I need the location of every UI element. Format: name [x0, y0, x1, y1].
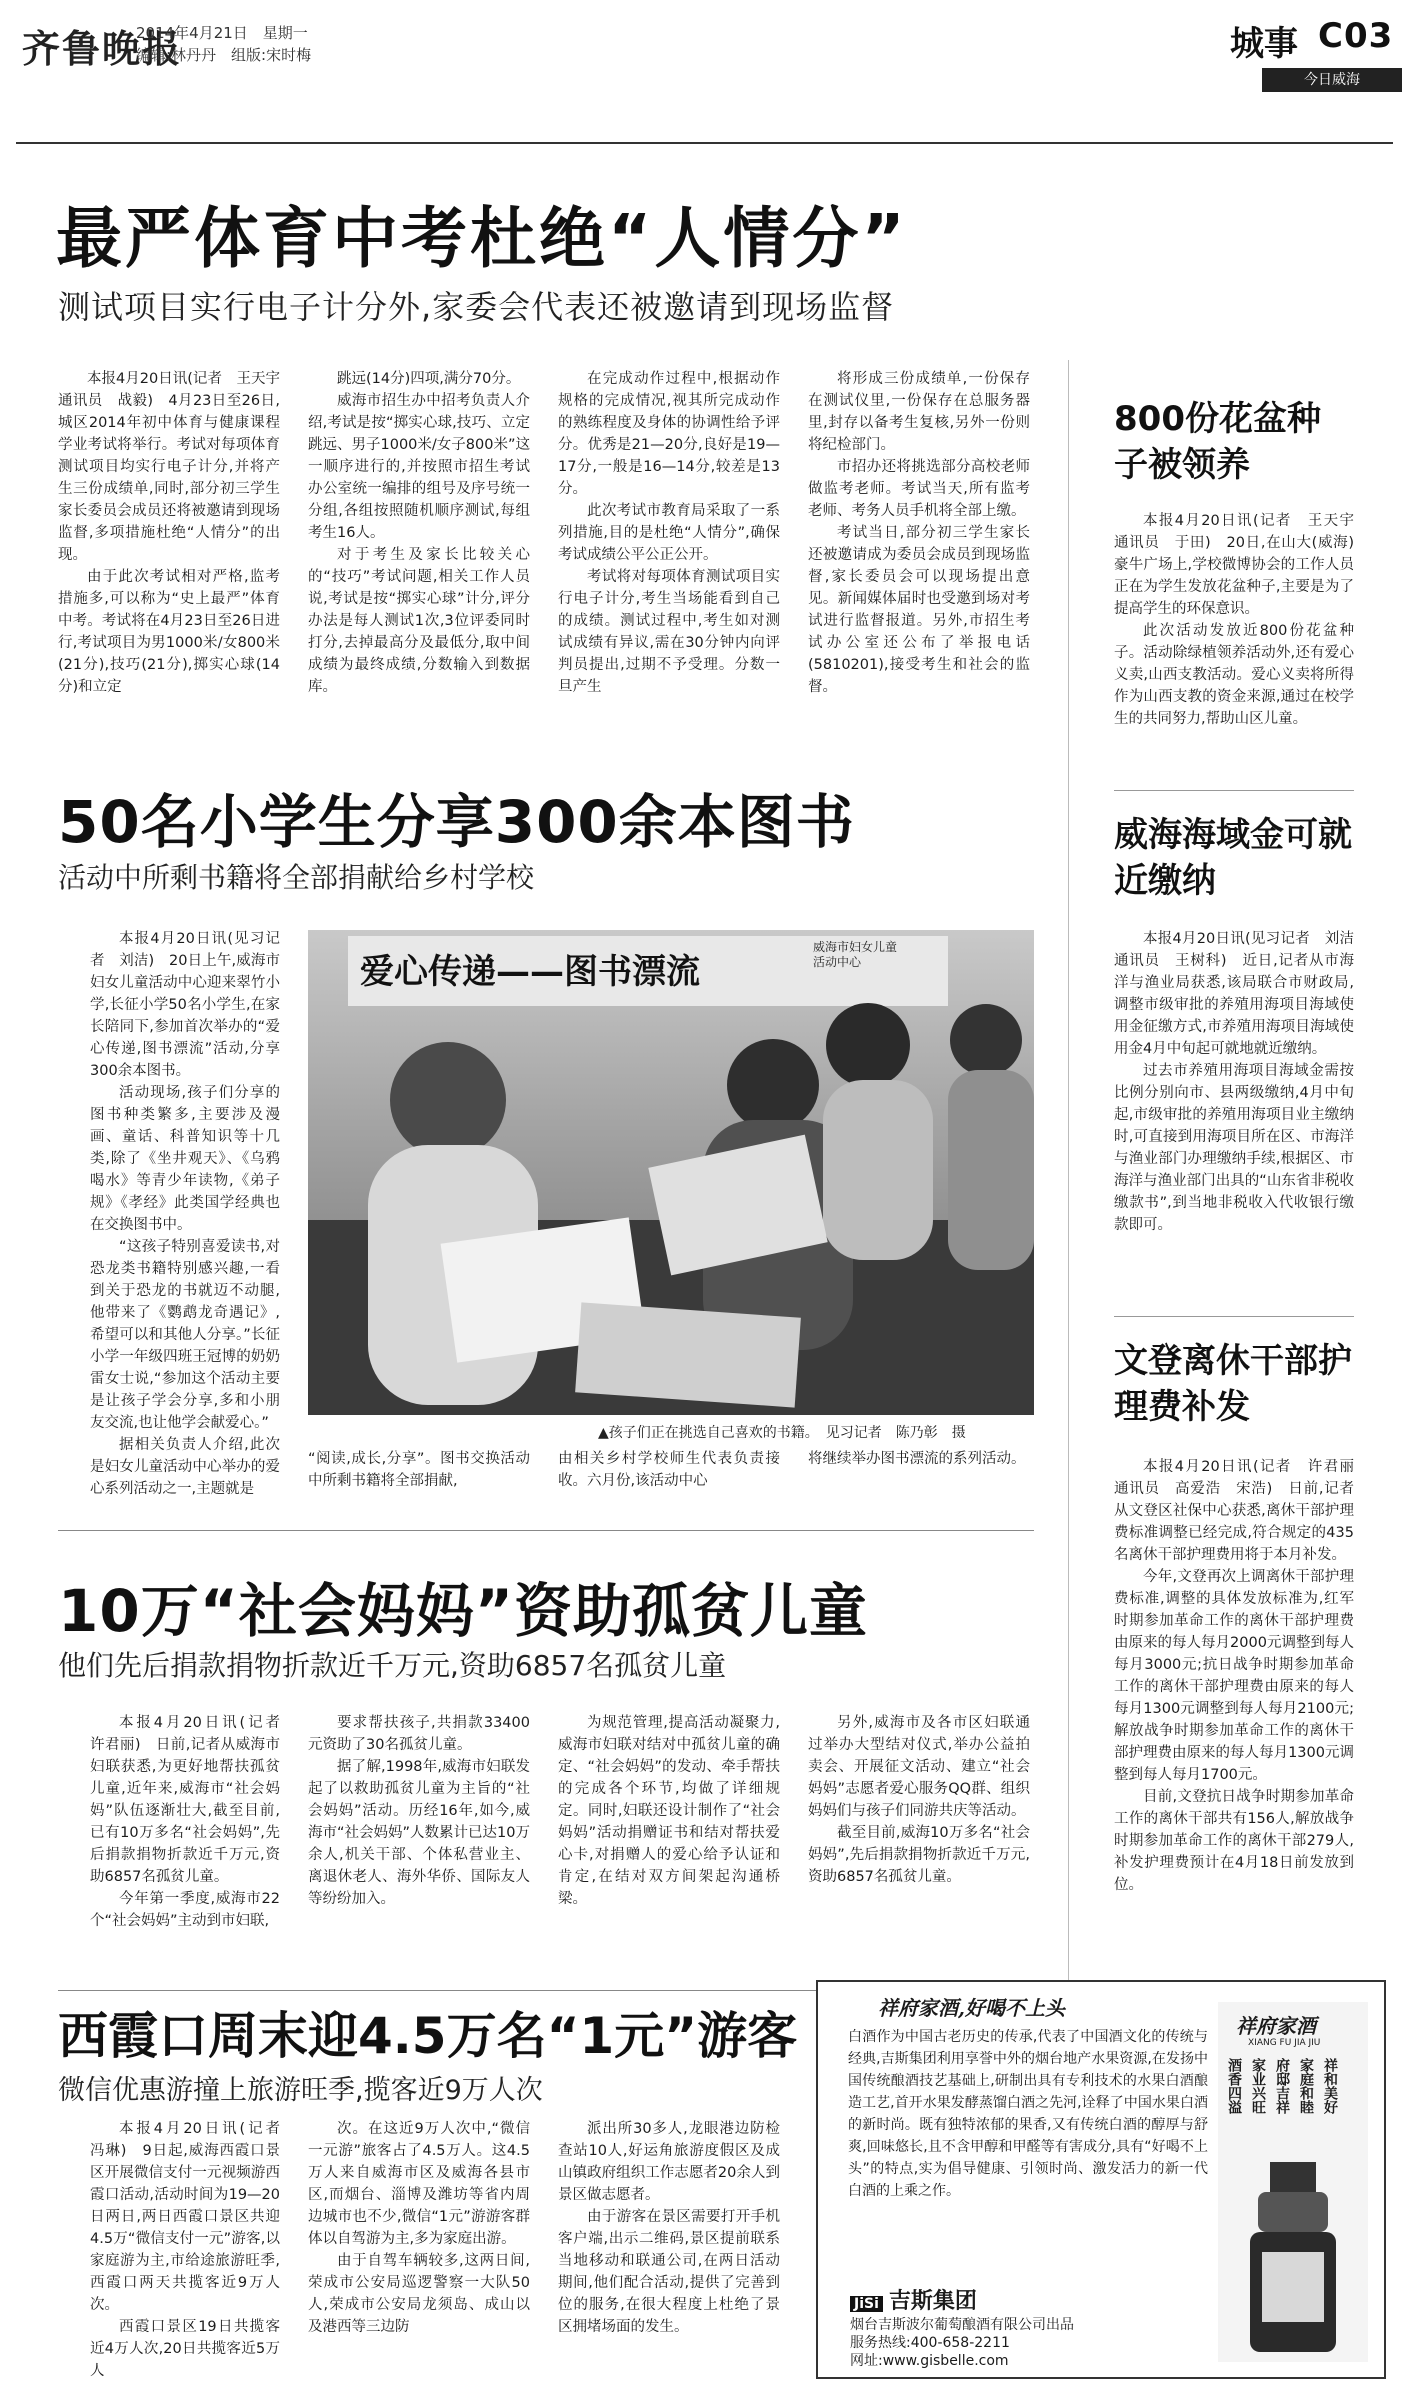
paragraph: 活动现场,孩子们分享的图书种类繁多,主要涉及漫画、童话、科普知识等十几类,除了《坐井观天》、《乌鸦喝水》等青少年读物,《弟子规》《孝经》此类国学经典也在交换图书中。 [90, 1085, 280, 1233]
paragraph: 西霞口景区19日共揽客近4万人次,20日共揽客近5万人 [90, 2319, 280, 2379]
ad-brand [850, 2284, 977, 2315]
paragraph: 市招办还将挑选部分高校老师做监考老师。考试当天,所有监考老师、考务人员手机将全部上缴。 [808, 459, 1030, 519]
ad-vertical-line: 家业兴旺 [1250, 2058, 1266, 2114]
paragraph: 本报4月20日讯(见习记者 刘洁 通讯员 王树科) 近日,记者从市海洋与渔业局获悉,该局联合市财政局,调整市级审批的养殖用海项目海域使用金征缴方式,市养殖用海项目海域使用金4月中旬起可就地就近缴纳。 [1114, 931, 1369, 1057]
paragraph: 要求帮扶孩子,共捐款33400元资助了30名孤贫儿童。 [308, 1715, 530, 1753]
article4-column-3 [558, 2118, 780, 2373]
article4-subtitle: 微信优惠游撞上旅游旺季,揽客近9万人次 [58, 2075, 543, 2106]
section-name: 城事 [1230, 24, 1298, 64]
ad-vertical-text [1224, 2058, 1340, 2114]
date-line: 2014年4月21日 星期一 [136, 24, 308, 42]
side2-title: 威海海域金可就近缴纳 [1114, 815, 1352, 901]
side3-body [1114, 1456, 1369, 2036]
ad-vertical-line: 府邸吉祥 [1274, 2058, 1290, 2114]
article2-column-1 [90, 928, 280, 1508]
paragraph: 截至目前,威海10万多名“社会妈妈”,先后捐款捐物折款近千万元,资助6857名孤贫儿童。 [808, 1825, 1030, 1885]
article3-column-1 [90, 1712, 295, 1972]
paragraph: 此次活动发放近800份花盆种子。活动除绿植领养活动外,还有爱心义卖,山西支教活动。爱心义卖将所得作为山西支教的资金来源,通过在校学生的共同努力,帮助山区儿童。 [1114, 623, 1354, 727]
article2-bottom-3: 将继续举办图书漂流的系列活动。 [808, 1451, 1026, 1467]
article3-subtitle: 他们先后捐款捐物折款近千万元,资助6857名孤贫儿童 [58, 1649, 727, 1682]
subsection-label: 今日威海 [1262, 68, 1402, 92]
ad-brand-name: 吉斯集团 [888, 2289, 977, 2314]
ad-phone: 服务热线:400-658-2211 [850, 2335, 1010, 2351]
paragraph: 次。在这近9万人次中,“微信一元游”旅客占了4.5万人。这4.5万人来自威海市区及威海各县市区,而烟台、淄博及潍坊等省内周边城市也不少,微信“1元”游游客群体以自驾游为主,多为家庭出游。 [308, 2121, 530, 2247]
paragraph: 今年第一季度,威海市22个“社会妈妈”主动到市妇联, [90, 1891, 280, 1929]
article4-top-rule [58, 1990, 818, 1991]
article3-column-2 [308, 1712, 530, 1972]
article3-title: 10万“社会妈妈”资助孤贫儿童 [58, 1577, 868, 1645]
article1-column-3 [558, 368, 780, 708]
right-column-divider [1068, 360, 1069, 2060]
article2-subtitle: 活动中所剩书籍将全部捐献给乡村学校 [58, 861, 535, 894]
editor-line: 编辑:林丹丹 组版:宋时梅 [136, 46, 312, 64]
liquor-advertisement [816, 1980, 1386, 2379]
article1-title: 最严体育中考杜绝“人情分” [56, 200, 908, 277]
paragraph: 由于自驾车辆较多,这两日间,荣成市公安局巡逻警察一大队50人,荣成市公安局龙须岛、成山以及港西等三边防 [308, 2253, 530, 2335]
page-number: C03 [1318, 16, 1394, 56]
article3-column-4 [808, 1712, 1030, 1972]
ad-company: 烟台吉斯波尔葡萄酿酒有限公司出品 [850, 2317, 1074, 2333]
children-reading-photo [308, 930, 1034, 1415]
ad-url: 网址:www.gisbelle.com [850, 2353, 1009, 2369]
article2-bottom-1: “阅读,成长,分享”。图书交换活动中所剩书籍将全部捐献, [308, 1451, 530, 1489]
paragraph: 过去市养殖用海项目海域金需按比例分别向市、县两级缴纳,4月中旬起,市级审批的养殖用海项目业主缴纳时,可直接到用海项目所在区、市海洋与渔业部门办理缴纳手续,根据区、市海洋与渔业部门出具的“山东省非税收缴款书”,到当地非税收入代收银行缴款即可。 [1114, 1063, 1354, 1233]
paragraph: 本报4月20日讯(记者 许君丽) 日前,记者从威海市妇联获悉,为更好地帮扶孤贫儿童,近年来,威海市“社会妈妈”队伍逐渐壮大,截至目前,已有10万多名“社会妈妈”,先后捐款捐物折款近千万元,资助6857名孤贫儿童。 [90, 1715, 295, 1885]
liquor-bottle-icon [1248, 2162, 1338, 2357]
article4-title: 西霞口周末迎4.5万名“1元”游客 [58, 2007, 798, 2065]
paragraph: 本报4月20日讯(记者 冯琳) 9日起,威海西霞口景区开展微信支付一元视频游西霞口活动,活动时间为19—20日两日,两日西霞口景区共迎4.5万“微信支付一元”游客,以家庭游为主,市给途旅游旺季,西霞口两天共揽客近9万人次。 [90, 2121, 295, 2313]
article4-column-1 [90, 2118, 295, 2379]
ad-label-title: 祥府家酒 [1236, 2014, 1316, 2038]
article1-column-1 [58, 368, 295, 708]
ad-vertical-line: 祥和美好 [1322, 2058, 1338, 2114]
article1-subtitle: 测试项目实行电子计分外,家委会代表还被邀请到现场监督 [58, 288, 895, 326]
article1-column-4 [808, 368, 1030, 708]
side1-body [1114, 510, 1369, 780]
paragraph: 目前,文登抗日战争时期参加革命工作的离休干部共有156人,解放战争时期参加革命工作的离休干部279人,补发护理费预计在4月18日前发放到位。 [1114, 1789, 1354, 1893]
ad-bottle-panel [1218, 2002, 1368, 2362]
paragraph: 对于考生及家长比较关心的“技巧”考试问题,相关工作人员说,考试是按“掷实心球”计分,评分办法是每人测试1次,3位评委同时打分,去掉最高分及最低分,取中间成绩为最终成绩,分数输入到数据库。 [308, 547, 530, 695]
paragraph: “这孩子特别喜爱读书,对恐龙类书籍特别感兴趣,一看到关于恐龙的书就迈不动腿,他带来了《鹦鹉龙奇遇记》,希望可以和其他人分享。”长征小学一年级四班王冠博的奶奶雷女士说,“参加这个活动主要是让孩子学会分享,多和小朋友交流,也让他学会献爱心。” [90, 1239, 280, 1431]
paragraph: 本报4月20日讯(记者 王天宇 通讯员 战毅) 4月23日至26日,城区2014年初中体育与健康课程学业考试将举行。考试对每项体育测试项目均实行电子计分,并将产生三份成绩单,同时,部分初三学生家长委员会成员还将被邀请到现场监督,多项措施杜绝“人情分”的出现。 [58, 371, 295, 563]
newspaper-logo: 齐鲁晚报 [22, 26, 183, 71]
side-divider [1114, 790, 1354, 791]
ad-vertical-line: 家庭和睦 [1298, 2058, 1314, 2114]
photo-banner-text: 爱心传递——图书漂流 [360, 952, 700, 992]
paragraph: 由于此次考试相对严格,监考措施多,可以称为“史上最严”体育中考。考试将在4月23日至26日进行,考试项目为男1000米/女800米(21分),技巧(21分),掷实心球(14分)和立定 [58, 569, 280, 695]
ad-slogan: 祥府家酒,好喝不上头 [878, 1996, 1065, 2020]
paragraph: 据相关负责人介绍,此次是妇女儿童活动中心举办的爱心系列活动之一,主题就是 [90, 1437, 280, 1497]
paragraph: 本报4月20日讯(见习记者 刘洁) 20日上午,威海市妇女儿童活动中心迎来翠竹小学,长征小学50名小学生,在家长陪同下,参加首次举办的“爱心传递,图书漂流”活动,分享300余本图书。 [90, 931, 280, 1079]
masthead [0, 0, 1409, 100]
side2-body [1114, 928, 1369, 1308]
side1-title: 800份花盆种子被领养 [1114, 399, 1321, 485]
paragraph: 另外,威海市及各市区妇联通过举办大型结对仪式,举办公益拍卖会、开展征文活动、建立“社会妈妈”志愿者爱心服务QQ群、组织妈妈们与孩子们同游共庆等活动。 [808, 1715, 1030, 1819]
paragraph: 此次考试市教育局采取了一系列措施,目的是杜绝“人情分”,确保考试成绩公平公正公开。 [558, 503, 780, 563]
paragraph: 据了解,1998年,威海市妇联发起了以救助孤贫儿童为主旨的“社会妈妈”活动。历经16年,如今,威海市“社会妈妈”人数累计已达10万余人,机关干部、个体私营业主、离退休老人、海外华侨、国际友人等纷纷加入。 [308, 1759, 530, 1907]
ad-body: 白酒作为中国古老历史的传承,代表了中国酒文化的传统与经典,吉斯集团利用享誉中外的烟台地产水果资源,在发扬中国传统酿酒技艺基础上,研制出具有专利技术的水果白酒酿造工艺,首开水果发酵蒸馏白酒之先河,诠释了中国水果白酒的新时尚。既有独特浓郁的果香,又有传统白酒的醇厚与舒爽,回味悠长,且不含甲醇和甲醛等有害成分,具有“好喝不上头”的特点,实为倡导健康、引领时尚、激发活力的新一代白酒的上乘之作。 [848, 2029, 1208, 2199]
paragraph: 将形成三份成绩单,一份保存在测试仪里,一份保存在总服务器里,封存以备考生复核,另外一份则将纪检部门。 [808, 371, 1030, 453]
paragraph: 威海市招生办中招考负责人介绍,考试是按“掷实心球,技巧、立定跳远、男子1000米/女子800米”这一顺序进行的,并按照市招生考试办公室统一编排的组号及序号统一分组,各组按照随机顺序测试,每组考生16人。 [308, 393, 530, 541]
article3-column-3: 为规范管理,提高活动凝聚力,威海市妇联对结对中孤贫儿童的确定、“社会妈妈”的发动、牵手帮扶的完成各个环节,均做了详细规定。同时,妇联还设计制作了“社会妈妈”活动捐赠证书和结对帮扶爱心卡,对捐赠人的爱心给予认证和肯定,在结对双方间架起沟通桥梁。 [558, 1715, 780, 1907]
ad-label-pinyin: XIANG FU JIA JIU [1248, 2038, 1321, 2048]
paragraph: 在完成动作过程中,根据动作规格的完成情况,视其所完成动作的熟练程度及身体的协调性给予评分。优秀是21—20分,良好是19—17分,一般是16—14分,较差是13分。 [558, 371, 780, 497]
top-rule [16, 142, 1393, 144]
ad-brand-icon: JiSi [850, 2296, 883, 2312]
article1-column-2 [308, 368, 530, 708]
ad-vertical-line: 酒香四溢 [1226, 2058, 1242, 2114]
side3-title: 文登离休干部护理费补发 [1114, 1341, 1352, 1427]
paragraph: 跳远(14分)四项,满分70分。 [337, 371, 521, 387]
side-divider-2 [1114, 1316, 1354, 1317]
paragraph: 派出所30多人,龙眼港边防检查站10人,好运角旅游度假区及成山镇政府组织工作志愿者20余人到景区做志愿者。 [558, 2121, 780, 2203]
article4-column-2 [308, 2118, 530, 2373]
article3-top-rule [58, 1530, 1034, 1531]
photo-caption: ▲孩子们正在挑选自己喜欢的书籍。 见习记者 陈乃彰 摄 [598, 1425, 966, 1441]
paragraph: 本报4月20日讯(记者 王天宇 通讯员 于田) 20日,在山大(威海)豪牛广场上,学校微博协会的工作人员正在为学生发放花盆种子,主要是为了提高学生的环保意识。 [1114, 513, 1369, 617]
paragraph: 今年,文登再次上调离休干部护理费标准,调整的具体发放标准为,红军时期参加革命工作的离休干部护理费由原来的每人每月2000元调整到每人每月3000元;抗日战争时期参加革命工作的离休干部护理费由原来的每人每月1300元调整到每人每月2100元;解放战争时期参加革命工作的离休干部护理费由原来的每人每月1300元调整到每人每月1700元。 [1114, 1569, 1354, 1783]
paragraph: 由于游客在景区需要打开手机客户端,出示二维码,景区提前联系当地移动和联通公司,在两日活动期间,他们配合活动,提供了完善到位的服务,在很大程度上杜绝了景区拥堵场面的发生。 [558, 2209, 780, 2335]
article2-title: 50名小学生分享300余本图书 [58, 788, 855, 856]
photo-illustration [308, 930, 1034, 1415]
photo-banner-small: 威海市妇女儿童 活动中心 [813, 940, 898, 969]
paragraph: 考试当日,部分初三学生家长还被邀请成为委员会成员到现场监督,家长委员会可以现场提出意见。新闻媒体届时也受邀到场对考试进行监督报道。另外,市招生考试办公室还公布了举报电话(5810201),接受考生和社会的监督。 [808, 525, 1030, 695]
paragraph: 本报4月20日讯(记者 许君丽 通讯员 高爱浩 宋浩) 日前,记者从文登区社保中心获悉,离休干部护理费标准调整已经完成,符合规定的435名离休干部护理费用将于本月补发。 [1114, 1459, 1369, 1563]
paragraph: 考试将对每项体育测试项目实行电子计分,考生当场能看到自己的成绩。测试过程中,考生如对测试成绩有异议,需在30分钟内向评判员提出,过期不予受理。分数一旦产生 [558, 569, 780, 695]
article2-bottom-2: 由相关乡村学校师生代表负责接收。六月份,该活动中心 [558, 1451, 780, 1489]
